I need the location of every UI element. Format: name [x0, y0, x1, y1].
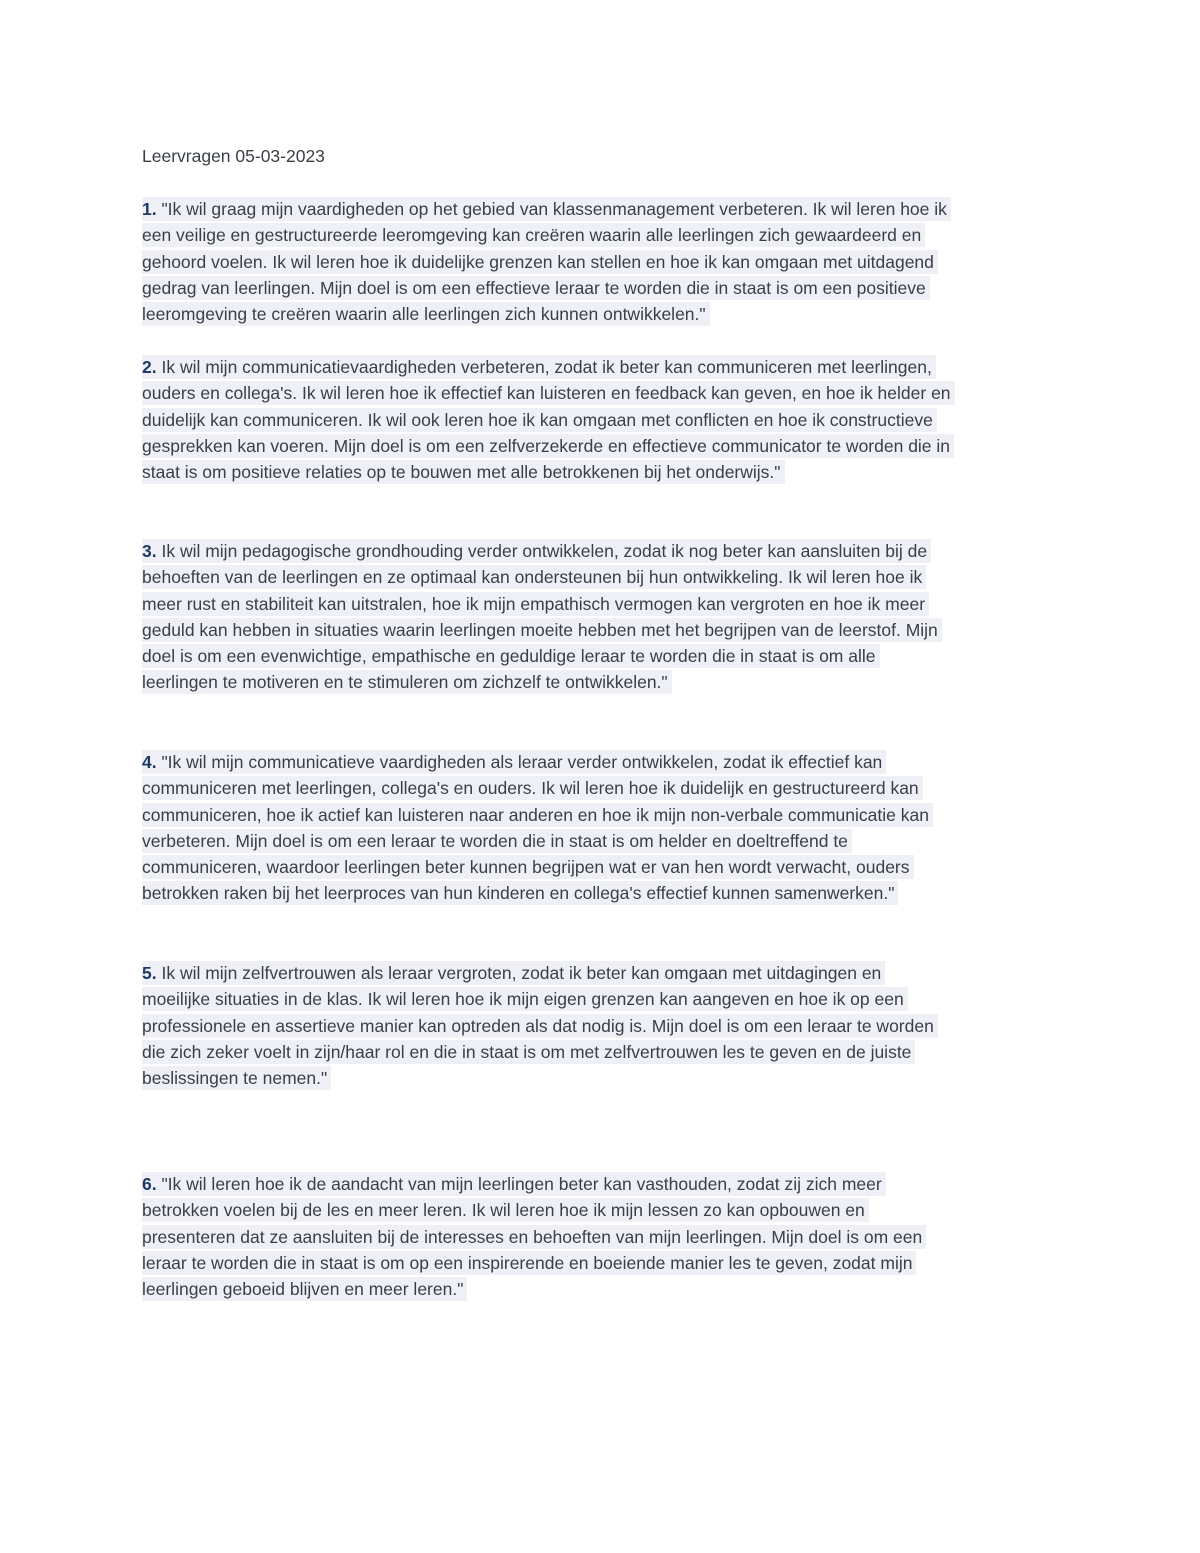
text-line [142, 564, 1102, 590]
line-text: moeilijke situaties in de klas. Ik wil leren hoe ik mijn eigen grenzen kan aangeven en hoe ik op een [142, 989, 904, 1010]
text-line [142, 617, 1102, 643]
text-line-content [142, 881, 898, 905]
text-line [142, 1013, 1102, 1039]
text-line-content [142, 1251, 916, 1275]
line-text: leerlingen geboeid blijven en meer leren." [142, 1279, 464, 1300]
line-text: verbeteren. Mijn doel is om een leraar te worden die in staat is om helder en doeltreffend te [142, 830, 848, 851]
learning-question-5 [142, 960, 1102, 1091]
question-number: 1. [142, 199, 157, 219]
text-line [142, 828, 1102, 854]
text-line-content [142, 618, 942, 642]
text-line-content [142, 460, 785, 484]
text-line [142, 275, 1102, 301]
line-text: ouders en collega's. Ik wil leren hoe ik effectief kan luisteren en feedback kan geven, en hoe ik helder en [142, 383, 951, 404]
learning-question-4 [142, 749, 1102, 907]
question-number: 5. [142, 963, 157, 983]
text-line-content [142, 750, 886, 774]
text-line-content [142, 355, 936, 379]
question-number: 2. [142, 357, 157, 377]
line-text: "Ik wil mijn communicatieve vaardigheden als leraar verder ontwikkelen, zodat ik effectief kan [156, 752, 883, 772]
question-number: 4. [142, 752, 157, 772]
text-line [142, 196, 1102, 222]
text-line [142, 960, 1102, 986]
text-line-content [142, 1066, 331, 1090]
question-number: 6. [142, 1174, 157, 1194]
learning-question-3 [142, 538, 1102, 696]
text-line-content [142, 592, 929, 616]
text-line [142, 222, 1102, 248]
text-line [142, 301, 1102, 327]
text-line-content [142, 1225, 926, 1249]
line-text: professionele en assertieve manier kan optreden als dat nodig is. Mijn doel is om een leraar te worden [142, 1015, 934, 1036]
text-line [142, 407, 1102, 433]
text-line [142, 249, 1102, 275]
text-line-content [142, 829, 852, 853]
text-line [142, 1197, 1102, 1223]
line-text: communiceren, waardoor leerlingen beter kunnen begrijpen wat er van hen wordt verwacht, ouders [142, 857, 910, 878]
line-text: betrokken raken bij het leerproces van hun kinderen en collega's effectief kunnen samenwerken." [142, 883, 895, 904]
document-title: Leervragen 05-03-2023 [142, 146, 325, 166]
text-line [142, 1171, 1102, 1197]
text-line [142, 643, 1102, 669]
line-text: "Ik wil leren hoe ik de aandacht van mijn leerlingen beter kan vasthouden, zodat zij zich meer [156, 1174, 882, 1194]
text-line-content [142, 1014, 938, 1038]
text-line-content [142, 381, 955, 405]
line-text: communiceren, hoe ik actief kan luisteren naar anderen en hoe ik mijn non-verbale communicatie kan [142, 804, 929, 825]
line-text: behoeften van de leerlingen en ze optimaal kan ondersteunen bij hun ontwikkeling. Ik wil leren hoe ik [142, 567, 923, 588]
line-text: Ik wil mijn zelfvertrouwen als leraar vergroten, zodat ik beter kan omgaan met uitdagingen en [156, 963, 882, 983]
line-text: die zich zeker voelt in zijn/haar rol en die in staat is om met zelfvertrouwen les te geven en de juiste [142, 1041, 912, 1062]
text-line [142, 986, 1102, 1012]
text-line-content [142, 250, 938, 274]
text-line [142, 1276, 1102, 1302]
line-text: presenteren dat ze aansluiten bij de interesses en behoeften van mijn leerlingen. Mijn doel is om een [142, 1226, 923, 1247]
learning-question-1 [142, 196, 1102, 327]
text-line-content [142, 276, 930, 300]
line-text: communiceren met leerlingen, collega's en ouders. Ik wil leren hoe ik duidelijk en gestructureerd kan [142, 778, 919, 799]
text-line-content [142, 1198, 869, 1222]
text-line [142, 1065, 1102, 1091]
text-line-content [142, 803, 933, 827]
line-text: "Ik wil graag mijn vaardigheden op het gebied van klassenmanagement verbeteren. Ik wil leren hoe ik [156, 199, 947, 219]
text-line-content [142, 961, 885, 985]
line-text: staat is om positieve relaties op te bouwen met alle betrokkenen bij het onderwijs." [142, 462, 781, 483]
line-text: betrokken voelen bij de les en meer leren. Ik wil leren hoe ik mijn lessen zo kan opbouwen en [142, 1200, 865, 1221]
text-line [142, 354, 1102, 380]
text-line-content [142, 223, 925, 247]
text-line [142, 1250, 1102, 1276]
text-line-content [142, 539, 931, 563]
line-text: duidelijk kan communiceren. Ik wil ook leren hoe ik kan omgaan met conflicten en hoe ik constructieve [142, 409, 933, 430]
text-line [142, 433, 1102, 459]
text-line [142, 749, 1102, 775]
text-line-content [142, 1277, 467, 1301]
line-text: Ik wil mijn pedagogische grondhouding verder ontwikkelen, zodat ik nog beter kan aansluiten bij de [156, 541, 928, 561]
line-text: leraar te worden die in staat is om op een inspirerende en boeiende manier les te geven, zodat mijn [142, 1252, 913, 1273]
text-line [142, 591, 1102, 617]
text-line [142, 802, 1102, 828]
text-line-content [142, 1040, 915, 1064]
text-line-content [142, 434, 954, 458]
line-text: doel is om een evenwichtige, empathische en geduldige leraar te worden die in staat is om alle [142, 646, 876, 667]
text-line [142, 880, 1102, 906]
text-line [142, 1039, 1102, 1065]
text-line-content [142, 670, 672, 694]
text-line [142, 459, 1102, 485]
text-line-content [142, 776, 923, 800]
text-line [142, 1224, 1102, 1250]
line-text: gehoord voelen. Ik wil leren hoe ik duidelijke grenzen kan stellen en hoe ik kan omgaan met uitdagend [142, 251, 934, 272]
line-text: gesprekken kan voeren. Mijn doel is om een zelfverzekerde en effectieve communicator te worden die in [142, 435, 951, 456]
line-text: geduld kan hebben in situaties waarin leerlingen moeite hebben met het begrijpen van de leerstof. Mijn [142, 619, 938, 640]
text-line-content [142, 408, 937, 432]
text-line-content [142, 987, 908, 1011]
learning-question-6 [142, 1171, 1102, 1302]
text-line-content [142, 644, 880, 668]
line-text: gedrag van leerlingen. Mijn doel is om een effectieve leraar te worden die in staat is om een positieve [142, 277, 926, 298]
line-text: een veilige en gestructureerde leeromgeving kan creëren waarin alle leerlingen zich gewaardeerd en [142, 225, 922, 246]
line-text: leerlingen te motiveren en te stimuleren om zichzelf te ontwikkelen." [142, 672, 668, 693]
text-line [142, 854, 1102, 880]
text-line [142, 669, 1102, 695]
text-line [142, 538, 1102, 564]
text-line-content [142, 855, 914, 879]
text-line [142, 380, 1102, 406]
learning-question-2 [142, 354, 1102, 485]
line-text: leeromgeving te creëren waarin alle leerlingen zich kunnen ontwikkelen." [142, 304, 706, 325]
line-text: Ik wil mijn communicatievaardigheden verbeteren, zodat ik beter kan communiceren met leerlingen, [156, 357, 932, 377]
text-line-content [142, 197, 951, 221]
line-text: meer rust en stabiliteit kan uitstralen, hoe ik mijn empathisch vermogen kan vergroten en hoe ik meer [142, 593, 926, 614]
text-line [142, 775, 1102, 801]
line-text: beslissingen te nemen." [142, 1068, 328, 1089]
question-number: 3. [142, 541, 157, 561]
text-line-content [142, 565, 926, 589]
text-line-content [142, 1172, 886, 1196]
text-line-content [142, 302, 710, 326]
